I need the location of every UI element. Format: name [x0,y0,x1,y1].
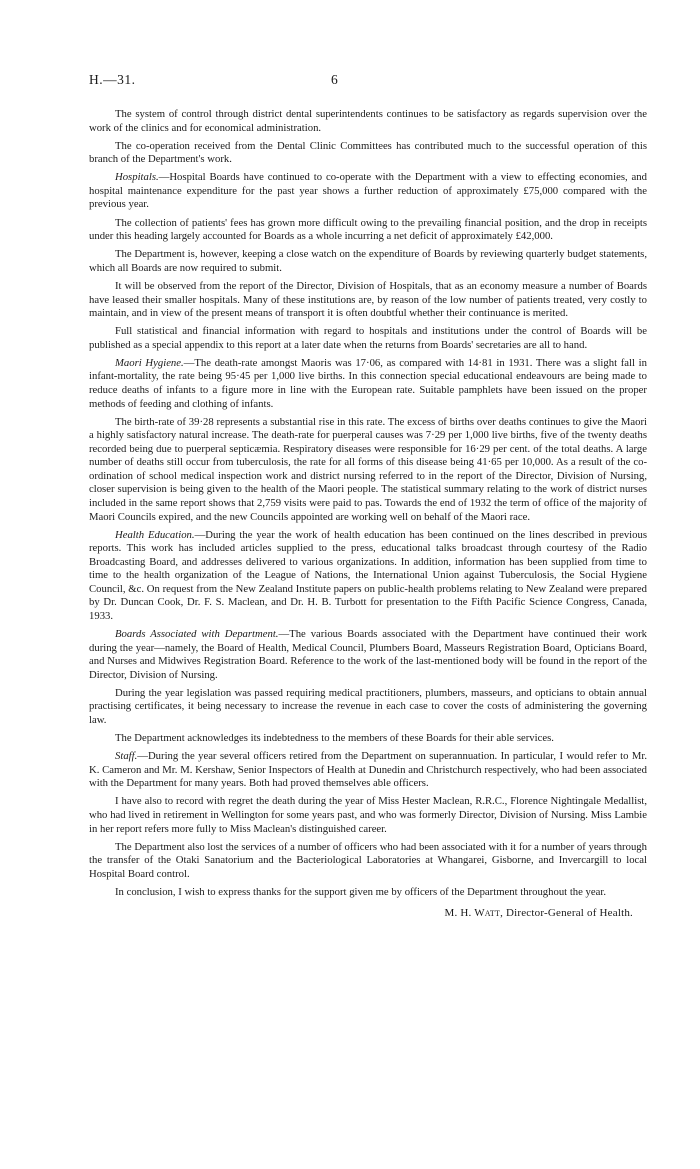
paragraph [89,628,647,682]
paragraph [89,325,647,352]
paragraph-text: —During the year several officers retired from the Department on superannuation. In particular, I would refer to Mr. K. Cameron and Mr. M. Kershaw, Senior Inspectors of Health at Dunedin and Christchurch respectively, who had been associated with the Department for many years. Both had proved themselves able officers. [89,750,647,790]
paragraph [89,248,647,275]
paragraph [89,217,647,244]
paragraph-text: The birth-rate of 39·28 represents a substantial rise in this rate. The excess of births over deaths continues to give the Maori a highly satisfactory natural increase. The death-rate for puerperal causes was 7·29 per 1,000 live births, five of the twenty deaths recorded being due to puerperal septicæmia. Respiratory diseases were responsible for 16·29 per cent. of the total deaths. A large number of deaths still occur from tuberculosis, the rate for all forms of this disease being 41·65 per 10,000. As a result of the co-ordination of school medical inspection work and district nursing referred to in the report of the Director, Division of Nursing, closer supervision is being given to the health of the Maori people. The statistical summary relating to the work of district nurses included in the same report shows that 2,759 visits were paid to pas. Towards the end of 1932 the term of office of the majority of Maori Councils expired, and the new Councils appointed are working well on behalf of the Maori race. [89,415,647,523]
paragraph-heading: Staff. [115,750,138,763]
paragraph-text: The co-operation received from the Dental Clinic Committees has contributed much to the successful operation of this branch of the Department's work. [89,139,647,166]
paragraph-text: —The various Boards associated with the Department have continued their work during the year—namely, the Board of Health, Medical Council, Plumbers Board, Masseurs Registration Board, Opticians Board, and Nurses and Midwives Registration Board. Reference to the work of the last-mentioned body will be found in the report of the Director, Division of Nursing. [89,628,647,681]
signatory-name: M. H. Watt [444,907,501,920]
report-code: H.—31. [89,72,136,87]
paragraph [89,357,647,411]
paragraph-text: I have also to record with regret the death during the year of Miss Hester Maclean, R.R.C., Florence Nightingale Medallist, who had lived in retirement in Wellington for some years past, and who was formerly Director, Division of Nursing. Miss Lambie in her report refers more fully to Miss Maclean's distinguished career. [89,795,647,835]
paragraph [89,732,647,746]
paragraph-text: During the year legislation was passed requiring medical practitioners, plumbers, masseurs, and opticians to obtain annual practising certificates, it being necessary to increase the revenue in each case to cover the costs of administering the governing law. [89,686,647,726]
signatory-title: , Director-General of Health. [500,907,633,920]
page-header [89,68,647,108]
paragraph-text: The Department also lost the services of a number of officers who had been associated with it for a number of years through the transfer of the Otaki Sanatorium and the Bacteriological Laboratories at Whangarei, Gisborne, and Invercargill to local Hospital Board control. [89,840,647,880]
paragraph [89,687,647,728]
paragraph [89,108,647,135]
paragraph [89,529,647,624]
paragraph [89,140,647,167]
paragraph-text: —During the year the work of health education has been continued on the lines described in previous reports. This work has included articles supplied to the press, educational talks broadcast through courtesy of the Radio Broadcasting Board, and addresses delivered to various organizations. In addition, information has been supplied from time to time to the health organization of the League of Nations, the International Union against Tuberculosis, the Social Hygiene Council, &c. On request from the New Zealand Institute papers on public-health problems relating to New Zealand were prepared by Dr. Duncan Cook, Dr. F. S. Maclean, and Dr. H. B. Turbott for presentation to the Fifth Pacific Science Congress, Canada, 1933. [89,528,647,622]
paragraph-heading: Health Education. [115,528,195,541]
paragraph-text: Full statistical and financial information with regard to hospitals and institutions under the control of Boards will be published as a special appendix to this report at a later date when the returns from Boards' secretaries are all to hand. [89,325,647,351]
paragraph-text: The Department is, however, keeping a close watch on the expenditure of Boards by reviewing quarterly budget statements, which all Boards are now required to submit. [89,248,647,274]
paragraph-text: The Department acknowledges its indebtedness to the members of these Boards for their able services. [115,732,554,745]
paragraph-heading: Maori Hygiene. [115,356,184,369]
paragraph-text: In conclusion, I wish to express thanks for the support given me by officers of the Department throughout the year. [115,885,607,898]
paragraph-heading: Hospitals. [115,171,159,184]
paragraph [89,416,647,524]
paragraph [89,280,647,321]
paragraph-text: The collection of patients' fees has grown more difficult owing to the prevailing financial position, and the drop in receipts under this heading largely accounted for Boards as a whole incurring a net deficit of approximately £42,000. [89,216,647,243]
paragraph-text: The system of control through district dental superintendents continues to be satisfactory as regards supervision over the work of the clinics and for economical administration. [89,108,647,134]
signature [89,907,647,919]
paragraph [89,171,647,212]
paragraph [89,886,647,900]
paragraph [89,841,647,882]
report-body [89,108,647,899]
page-number: 6 [331,72,339,87]
paragraph [89,795,647,836]
paragraph-heading: Boards Associated with Department. [115,628,279,641]
paragraph-text: It will be observed from the report of the Director, Division of Hospitals, that as an economy measure a number of Boards have leased their smaller hospitals. Many of these institutions are, by reason of the low number of patients treated, very costly to maintain, and in view of the present means of transport it is often doubtful whether their continuance is merited. [89,279,647,320]
paragraph [89,750,647,791]
paragraph-text: —The death-rate amongst Maoris was 17·06, as compared with 14·81 in 1931. There was a slight fall in infant-mortality, the rate being 95·45 per 1,000 live births. In this connection special educational endeavours are being made to reduce deaths of infants to a figure more in line with the European rate. Suitable pamphlets have been issued on the proper methods of feeding and clothing of infants. [89,356,647,410]
paragraph-text: —Hospital Boards have continued to co-operate with the Department with a view to effecting economies, and hospital maintenance expenditure for the past year shows a further reduction of approximately £75,000 compared with the previous year. [89,171,647,211]
